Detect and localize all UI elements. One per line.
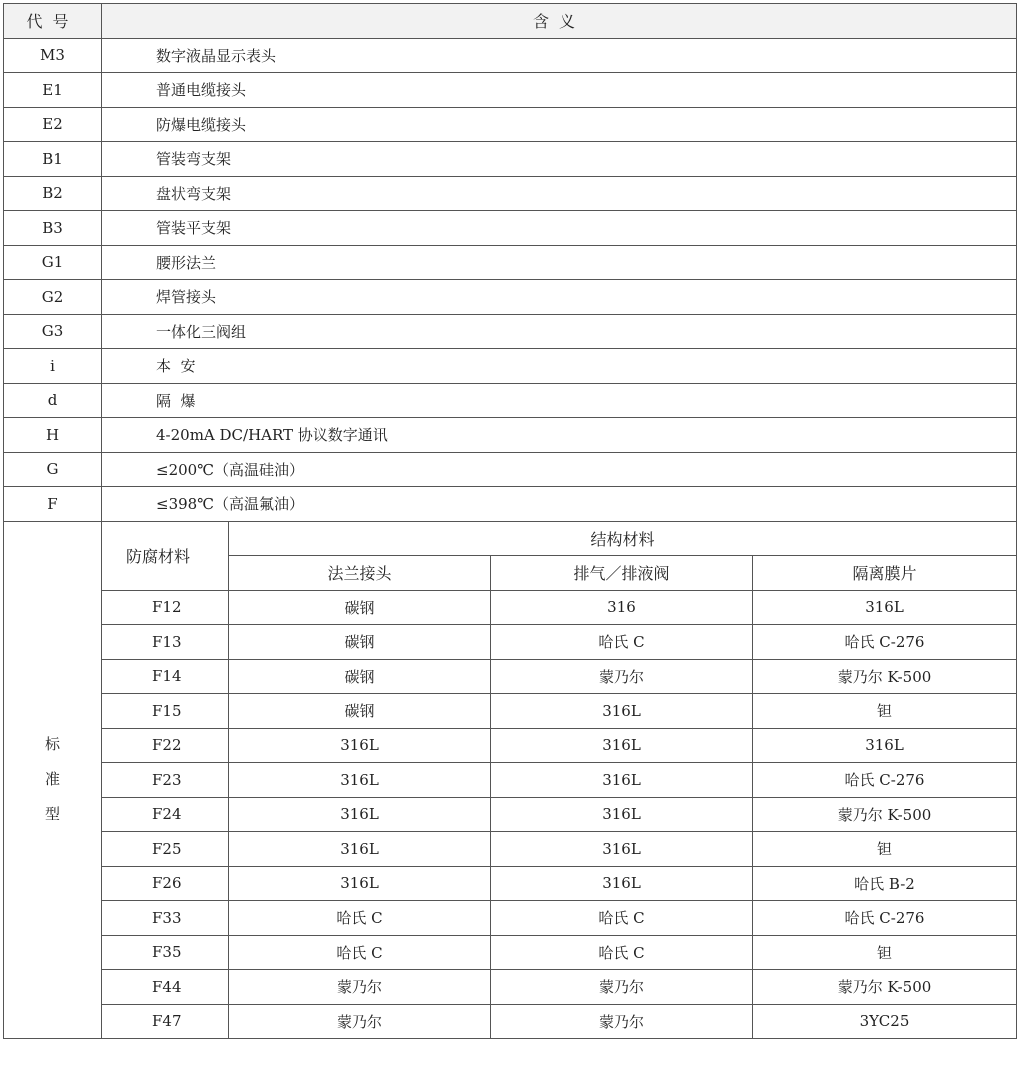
table-row xyxy=(4,832,1017,867)
diaphragm-cell: 蒙乃尔 K-500 xyxy=(753,797,1017,832)
meaning-cell: 4-20mA DC/HART 协议数字通讯 xyxy=(102,418,1017,453)
vent-valve-cell: 哈氏 C xyxy=(491,935,753,970)
meaning-cell: 数字液晶显示表头 xyxy=(102,38,1017,73)
material-code-cell: F33 xyxy=(102,901,229,936)
code-cell: F xyxy=(4,487,102,522)
table-row xyxy=(4,901,1017,936)
diaphragm-cell: 蒙乃尔 K-500 xyxy=(753,659,1017,694)
flange-cell: 316L xyxy=(229,797,491,832)
vent-valve-cell: 316L xyxy=(491,763,753,798)
vent-valve-cell: 316L xyxy=(491,866,753,901)
vent-valve-cell: 哈氏 C xyxy=(491,625,753,660)
flange-cell: 蒙乃尔 xyxy=(229,1004,491,1039)
material-code-cell: F25 xyxy=(102,832,229,867)
flange-cell: 碳钢 xyxy=(229,694,491,729)
vent-valve-cell: 316L xyxy=(491,728,753,763)
material-code-cell: F14 xyxy=(102,659,229,694)
standard-type-char: 准 xyxy=(44,770,60,789)
standard-type-label xyxy=(4,521,102,1039)
material-code-cell: F26 xyxy=(102,866,229,901)
flange-cell: 碳钢 xyxy=(229,659,491,694)
meaning-cell: 腰形法兰 xyxy=(102,245,1017,280)
vent-valve-cell: 316 xyxy=(491,590,753,625)
table-row xyxy=(4,728,1017,763)
code-cell: G2 xyxy=(4,280,102,315)
flange-cell: 316L xyxy=(229,866,491,901)
meaning-cell: 本 安 xyxy=(102,349,1017,384)
standard-type-char: 型 xyxy=(44,805,60,824)
material-code-cell: F15 xyxy=(102,694,229,729)
materials-body xyxy=(4,521,1017,1039)
material-column-header: 法兰接头 xyxy=(229,556,491,591)
code-cell: i xyxy=(4,349,102,384)
diaphragm-cell: 钽 xyxy=(753,832,1017,867)
meaning-cell: 一体化三阀组 xyxy=(102,314,1017,349)
material-code-cell: F22 xyxy=(102,728,229,763)
flange-cell: 碳钢 xyxy=(229,590,491,625)
table-row xyxy=(4,935,1017,970)
flange-cell: 碳钢 xyxy=(229,625,491,660)
meaning-cell: 隔 爆 xyxy=(102,383,1017,418)
vent-valve-cell: 316L xyxy=(491,694,753,729)
code-cell: M3 xyxy=(4,38,102,73)
table-row xyxy=(4,452,1017,487)
flange-cell: 哈氏 C xyxy=(229,935,491,970)
table-header-row xyxy=(4,4,1017,39)
material-column-header: 排气／排液阀 xyxy=(491,556,753,591)
code-cell: G3 xyxy=(4,314,102,349)
spec-table xyxy=(3,3,1017,1039)
table-row xyxy=(4,245,1017,280)
meaning-cell: ≤398℃（高温氟油） xyxy=(102,487,1017,522)
diaphragm-cell: 3YC25 xyxy=(753,1004,1017,1039)
table-row xyxy=(4,590,1017,625)
material-column-header: 隔离膜片 xyxy=(753,556,1017,591)
code-cell: H xyxy=(4,418,102,453)
table-row xyxy=(4,280,1017,315)
vent-valve-cell: 蒙乃尔 xyxy=(491,1004,753,1039)
vent-valve-cell: 316L xyxy=(491,797,753,832)
material-code-cell: F12 xyxy=(102,590,229,625)
table-row xyxy=(4,418,1017,453)
table-row xyxy=(4,866,1017,901)
meaning-cell: 防爆电缆接头 xyxy=(102,107,1017,142)
table-row xyxy=(4,314,1017,349)
table-row xyxy=(4,73,1017,108)
diaphragm-cell: 钽 xyxy=(753,935,1017,970)
code-cell: B2 xyxy=(4,176,102,211)
code-cell: d xyxy=(4,383,102,418)
table-row xyxy=(4,970,1017,1005)
material-code-cell: F13 xyxy=(102,625,229,660)
table-row xyxy=(4,763,1017,798)
material-code-cell: F24 xyxy=(102,797,229,832)
table-row xyxy=(4,211,1017,246)
diaphragm-cell: 钽 xyxy=(753,694,1017,729)
diaphragm-cell: 哈氏 B-2 xyxy=(753,866,1017,901)
table-row xyxy=(4,625,1017,660)
materials-header-row xyxy=(4,521,1017,556)
diaphragm-cell: 哈氏 C-276 xyxy=(753,901,1017,936)
diaphragm-cell: 316L xyxy=(753,728,1017,763)
vent-valve-cell: 蒙乃尔 xyxy=(491,970,753,1005)
meaning-cell: 普通电缆接头 xyxy=(102,73,1017,108)
code-cell: G xyxy=(4,452,102,487)
table-row xyxy=(4,487,1017,522)
flange-cell: 316L xyxy=(229,728,491,763)
diaphragm-cell: 哈氏 C-276 xyxy=(753,763,1017,798)
diaphragm-cell: 哈氏 C-276 xyxy=(753,625,1017,660)
table-row xyxy=(4,797,1017,832)
diaphragm-cell: 316L xyxy=(753,590,1017,625)
material-code-cell: F23 xyxy=(102,763,229,798)
standard-type-char: 标 xyxy=(44,735,60,754)
table-row xyxy=(4,349,1017,384)
material-code-cell: F44 xyxy=(102,970,229,1005)
table-row xyxy=(4,694,1017,729)
meaning-header: 含义 xyxy=(102,4,1017,39)
meaning-cell: 管装弯支架 xyxy=(102,142,1017,177)
flange-cell: 316L xyxy=(229,832,491,867)
meaning-cell: 盘状弯支架 xyxy=(102,176,1017,211)
vent-valve-cell: 蒙乃尔 xyxy=(491,659,753,694)
table-row xyxy=(4,142,1017,177)
code-cell: B3 xyxy=(4,211,102,246)
table-row xyxy=(4,38,1017,73)
table-row xyxy=(4,659,1017,694)
code-cell: B1 xyxy=(4,142,102,177)
meaning-cell: 管装平支架 xyxy=(102,211,1017,246)
vent-valve-cell: 哈氏 C xyxy=(491,901,753,936)
structure-header: 结构材料 xyxy=(229,521,1017,556)
table-row xyxy=(4,1004,1017,1039)
flange-cell: 蒙乃尔 xyxy=(229,970,491,1005)
diaphragm-cell: 蒙乃尔 K-500 xyxy=(753,970,1017,1005)
code-cell: G1 xyxy=(4,245,102,280)
meaning-cell: 焊管接头 xyxy=(102,280,1017,315)
meaning-cell: ≤200℃（高温硅油） xyxy=(102,452,1017,487)
code-cell: E1 xyxy=(4,73,102,108)
code-cell: E2 xyxy=(4,107,102,142)
flange-cell: 哈氏 C xyxy=(229,901,491,936)
material-code-cell: F35 xyxy=(102,935,229,970)
table-row xyxy=(4,383,1017,418)
code-header: 代号 xyxy=(4,4,102,39)
vent-valve-cell: 316L xyxy=(491,832,753,867)
table-row xyxy=(4,176,1017,211)
flange-cell: 316L xyxy=(229,763,491,798)
material-code-cell: F47 xyxy=(102,1004,229,1039)
anticorrosion-header: 防腐材料 xyxy=(102,521,229,590)
codes-body xyxy=(4,38,1017,521)
table-row xyxy=(4,107,1017,142)
